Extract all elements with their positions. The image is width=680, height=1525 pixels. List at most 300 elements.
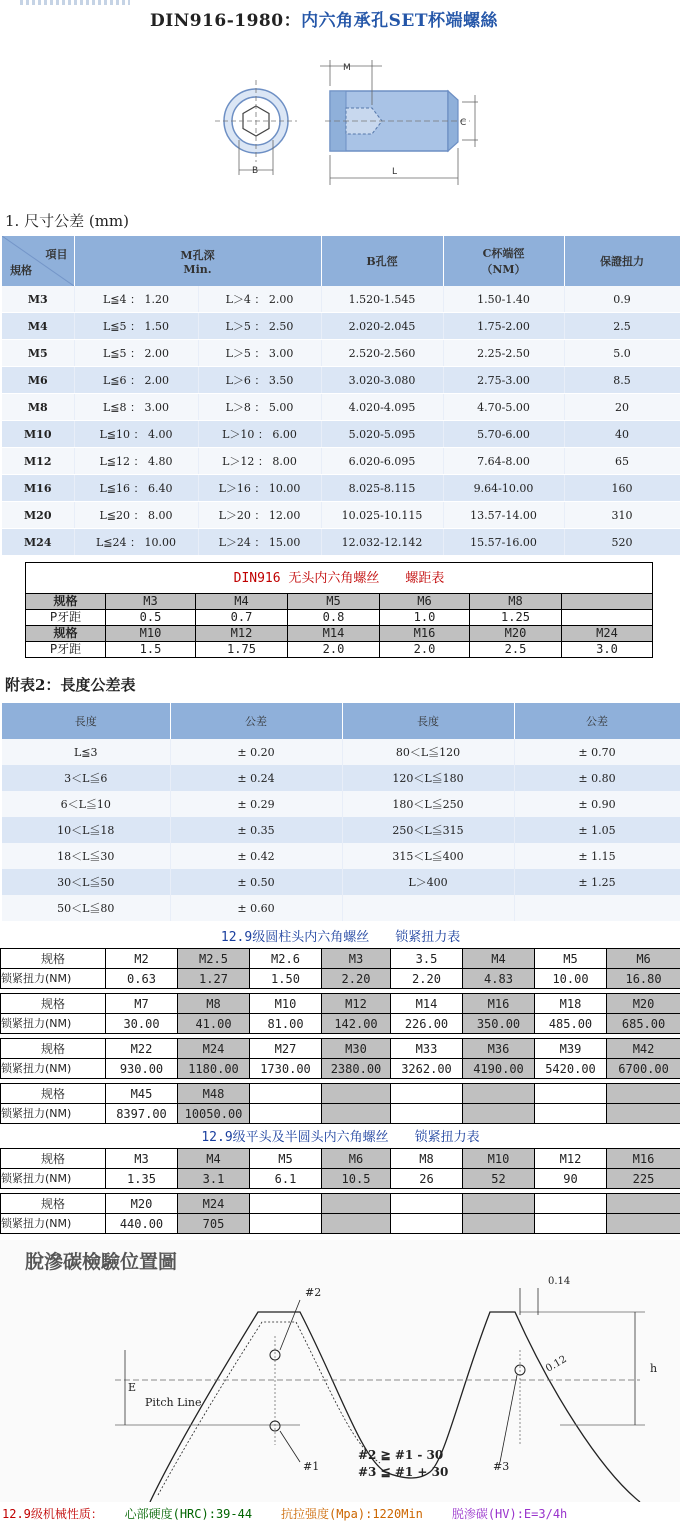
table-row <box>2 286 680 313</box>
pitch-cell <box>562 610 653 626</box>
torque-cell: 685.00 <box>607 1014 680 1034</box>
spec-cell: M14 <box>288 626 380 642</box>
spec-cell: M6 <box>322 1149 391 1169</box>
torque-cell: 30.00 <box>106 1014 178 1034</box>
spec-cell: M12 <box>322 994 391 1014</box>
cell-tol <box>514 895 680 921</box>
table-row <box>2 817 680 843</box>
cell-tol: ± 1.25 <box>514 869 680 895</box>
spec-cell <box>250 1194 322 1214</box>
table-row <box>2 895 680 921</box>
spec-cell: M4 <box>196 594 288 610</box>
spec-cell: 3.5 <box>391 949 463 969</box>
torque-cell: 5420.00 <box>535 1059 607 1079</box>
torque-spec-row <box>1 1039 680 1059</box>
torque-cell <box>463 1214 535 1234</box>
label-torque: 锁紧扭力(NM) <box>1 1169 106 1189</box>
torque-cell: 1.35 <box>106 1169 178 1189</box>
cell-c: 15.57-16.00 <box>443 529 564 556</box>
spec-cell <box>391 1084 463 1104</box>
torque-cell: 90 <box>535 1169 607 1189</box>
cell-t: 0.9 <box>564 286 680 313</box>
cell-m2: L＞5 ： 3.00 <box>198 340 321 367</box>
cell-b: 1.520-1.545 <box>321 286 443 313</box>
cell-m1: L≦16 ： 6.40 <box>74 475 198 502</box>
cell-m2: L＞8 ： 5.00 <box>198 394 321 421</box>
spec-cell: M8 <box>178 994 250 1014</box>
pitch-cell: 3.0 <box>562 642 653 658</box>
torque-value-row <box>1 1169 680 1189</box>
pitch-cell: 1.0 <box>380 610 470 626</box>
cell-length: L≦3 <box>2 739 170 765</box>
cell-m2: L＞24 ： 15.00 <box>198 529 321 556</box>
torque-cell: 2380.00 <box>322 1059 391 1079</box>
torque-table-socket-head <box>0 928 680 1124</box>
cell-spec: M3 <box>2 286 74 313</box>
spec-cell: M20 <box>470 626 562 642</box>
end-view <box>215 80 297 176</box>
cell-t: 65 <box>564 448 680 475</box>
torque-value-row <box>1 1059 680 1079</box>
cell-m1: L≦5 ： 1.50 <box>74 313 198 340</box>
spec-cell <box>607 1084 680 1104</box>
cell-tol: ± 0.35 <box>170 817 342 843</box>
spec-cell: M2 <box>106 949 178 969</box>
cell-tol: ± 1.05 <box>514 817 680 843</box>
spec-cell: M24 <box>178 1194 250 1214</box>
pitch-cell: 1.75 <box>196 642 288 658</box>
torque-cell <box>607 1104 680 1124</box>
spec-cell: M4 <box>178 1149 250 1169</box>
cell-t: 520 <box>564 529 680 556</box>
label-p3: #3 <box>493 1460 510 1473</box>
table-row <box>2 367 680 394</box>
spec-cell: M4 <box>463 949 535 969</box>
side-view <box>320 60 478 185</box>
col-c-sub: （NM） <box>481 263 526 276</box>
col-b: B孔徑 <box>321 236 443 286</box>
torque-spec-row <box>1 949 680 969</box>
spec-cell: M2.5 <box>178 949 250 969</box>
col-length: 長度 <box>342 703 514 739</box>
label-pitch: P牙距 <box>26 610 106 626</box>
spec-cell: M48 <box>178 1084 250 1104</box>
spec-cell: M6 <box>380 594 470 610</box>
decarb-diagram <box>0 1240 680 1502</box>
label-spec: 规格 <box>1 1194 106 1214</box>
torque-cell <box>535 1214 607 1234</box>
cell-t: 310 <box>564 502 680 529</box>
torque-value-row <box>1 969 680 989</box>
label-spec: 规格 <box>1 1039 106 1059</box>
cell-b: 2.020-2.045 <box>321 313 443 340</box>
pitch-spec-row <box>26 594 653 610</box>
col-c-label: C杯端徑 <box>482 247 525 260</box>
diagram-title: 脫滲碳檢驗位置圖 <box>25 1251 178 1273</box>
label-spec: 规格 <box>26 626 106 642</box>
label-spec: 规格 <box>1 1149 106 1169</box>
label-spec: 规格 <box>1 949 106 969</box>
cell-m2: L＞5 ： 2.50 <box>198 313 321 340</box>
spec-cell: M16 <box>607 1149 680 1169</box>
table-row <box>2 340 680 367</box>
cell-spec: M6 <box>2 367 74 394</box>
spec-cell: M8 <box>470 594 562 610</box>
torque-cell: 1180.00 <box>178 1059 250 1079</box>
col-length: 長度 <box>2 703 170 739</box>
cell-spec: M24 <box>2 529 74 556</box>
pitch-spec-row <box>26 626 653 642</box>
pitch-cell: 0.8 <box>288 610 380 626</box>
label-h: h <box>650 1362 658 1375</box>
torque-cell: 2.20 <box>322 969 391 989</box>
table-row <box>2 791 680 817</box>
spec-cell: M5 <box>288 594 380 610</box>
spec-cell: M12 <box>535 1149 607 1169</box>
torque-cell: 16.80 <box>607 969 680 989</box>
spec-cell: M2.6 <box>250 949 322 969</box>
page-title <box>150 6 498 31</box>
spec-cell: M3 <box>106 594 196 610</box>
cell-b: 12.032-12.142 <box>321 529 443 556</box>
cell-length: 80＜L≦120 <box>342 739 514 765</box>
col-m-label: M孔深 <box>180 248 215 262</box>
col-tolerance: 公差 <box>170 703 342 739</box>
col-torque: 保證扭力 <box>564 236 680 286</box>
spec-cell <box>535 1194 607 1214</box>
torque-cell: 26 <box>391 1169 463 1189</box>
torque-spec-row <box>1 1194 680 1214</box>
cell-length: 120＜L≦180 <box>342 765 514 791</box>
footer-mechanical-properties <box>2 1505 567 1522</box>
torque-cell: 81.00 <box>250 1014 322 1034</box>
label-torque: 锁紧扭力(NM) <box>1 1014 106 1034</box>
table-row <box>2 502 680 529</box>
table-row <box>2 529 680 556</box>
torque-cell: 41.00 <box>178 1014 250 1034</box>
cell-tol: ± 0.24 <box>170 765 342 791</box>
torque-cell: 1.27 <box>178 969 250 989</box>
table-row <box>2 869 680 895</box>
cell-spec: M4 <box>2 313 74 340</box>
torque-cell: 0.63 <box>106 969 178 989</box>
top-stripe <box>20 0 130 5</box>
footer-grade: 12.9级机械性质： <box>2 1507 103 1521</box>
title-name: 内六角承孔SET杯端螺絲 <box>301 11 498 31</box>
screw-drawing <box>0 50 680 200</box>
torque-cell <box>250 1214 322 1234</box>
cell-t: 160 <box>564 475 680 502</box>
torque-cell <box>535 1104 607 1124</box>
spec-cell <box>463 1084 535 1104</box>
torque-caption: 12.9级圆柱头内六角螺丝 锁紧扭力表 <box>220 930 461 945</box>
cell-b: 8.025-8.115 <box>321 475 443 502</box>
footer-tensile: 抗拉强度(Mpa):1220Min <box>280 1507 423 1521</box>
footer-decarb: 脱渗碳(HV):E=3/4h <box>451 1507 568 1521</box>
torque-cell <box>322 1214 391 1234</box>
spec-cell: M8 <box>391 1149 463 1169</box>
torque-cell: 6.1 <box>250 1169 322 1189</box>
spec-cell: M20 <box>607 994 680 1014</box>
cell-length: 3＜L≦6 <box>2 765 170 791</box>
cell-c: 9.64-10.00 <box>443 475 564 502</box>
cell-m2: L＞16 ： 10.00 <box>198 475 321 502</box>
cell-b: 2.520-2.560 <box>321 340 443 367</box>
spec-cell: M5 <box>250 1149 322 1169</box>
cell-m1: L≦10 ： 4.00 <box>74 421 198 448</box>
spec-cell: M45 <box>106 1084 178 1104</box>
torque-cell: 52 <box>463 1169 535 1189</box>
torque-table-flat-head <box>0 1128 680 1234</box>
pitch-cell: 1.5 <box>106 642 196 658</box>
spec-cell: M42 <box>607 1039 680 1059</box>
pitch-value-row <box>26 610 653 626</box>
col-spec: 規格 <box>10 264 32 277</box>
cell-m1: L≦8 ： 3.00 <box>74 394 198 421</box>
cell-c: 1.75-2.00 <box>443 313 564 340</box>
label-c: C <box>460 118 467 128</box>
cell-length <box>342 895 514 921</box>
spec-cell: M6 <box>607 949 680 969</box>
spec-cell: M16 <box>463 994 535 1014</box>
label-p2: #2 <box>305 1286 322 1299</box>
cell-c: 4.70-5.00 <box>443 394 564 421</box>
cell-m1: L≦6 ： 2.00 <box>74 367 198 394</box>
spec-cell: M30 <box>322 1039 391 1059</box>
length-tolerance-table <box>2 703 680 921</box>
spec-cell: M27 <box>250 1039 322 1059</box>
cell-t: 8.5 <box>564 367 680 394</box>
spec-cell: M16 <box>380 626 470 642</box>
torque-cell: 10050.00 <box>178 1104 250 1124</box>
torque-cell: 4.83 <box>463 969 535 989</box>
cell-spec: M12 <box>2 448 74 475</box>
cell-m2: L＞20 ： 12.00 <box>198 502 321 529</box>
torque-cell: 440.00 <box>106 1214 178 1234</box>
rule-2: #3 ≦ #1 + 30 <box>358 1465 449 1479</box>
torque-spec-row <box>1 994 680 1014</box>
label-spec: 规格 <box>26 594 106 610</box>
table-row <box>2 765 680 791</box>
cell-length: 250＜L≦315 <box>342 817 514 843</box>
torque-cell <box>391 1104 463 1124</box>
label-m: M <box>343 63 351 73</box>
torque-cell: 225 <box>607 1169 680 1189</box>
cell-m1: L≦24 ： 10.00 <box>74 529 198 556</box>
pitch-value-row <box>26 642 653 658</box>
cell-tol: ± 0.80 <box>514 765 680 791</box>
spec-cell: M12 <box>196 626 288 642</box>
torque-cell: 1730.00 <box>250 1059 322 1079</box>
cell-length: 315＜L≦400 <box>342 843 514 869</box>
cell-t: 5.0 <box>564 340 680 367</box>
cell-t: 40 <box>564 421 680 448</box>
cell-c: 2.25-2.50 <box>443 340 564 367</box>
cell-spec: M20 <box>2 502 74 529</box>
spec-cell <box>322 1084 391 1104</box>
spec-cell <box>322 1194 391 1214</box>
label-b: B <box>252 166 259 176</box>
torque-cell: 8397.00 <box>106 1104 178 1124</box>
cell-spec: M10 <box>2 421 74 448</box>
cell-spec: M16 <box>2 475 74 502</box>
cell-tol: ± 0.42 <box>170 843 342 869</box>
table-row <box>2 448 680 475</box>
spec-cell: M5 <box>535 949 607 969</box>
spec-cell: M10 <box>106 626 196 642</box>
label-torque: 锁紧扭力(NM) <box>1 1059 106 1079</box>
torque-cell <box>391 1214 463 1234</box>
torque-caption: 12.9级平头及半圆头内六角螺丝 锁紧扭力表 <box>201 1130 480 1145</box>
label-torque: 锁紧扭力(NM) <box>1 969 106 989</box>
cell-b: 6.020-6.095 <box>321 448 443 475</box>
torque-cell: 10.00 <box>535 969 607 989</box>
cell-tol: ± 0.60 <box>170 895 342 921</box>
spec-cell: M14 <box>391 994 463 1014</box>
pitch-table <box>25 562 653 658</box>
spec-cell: M20 <box>106 1194 178 1214</box>
spec-cell: M24 <box>178 1039 250 1059</box>
spec-cell: M3 <box>106 1149 178 1169</box>
torque-value-row <box>1 1014 680 1034</box>
spec-cell <box>535 1084 607 1104</box>
col-tolerance: 公差 <box>514 703 680 739</box>
pitch-caption: DIN916 无头内六角螺丝 螺距表 <box>26 563 653 594</box>
col-item: 項目 <box>45 248 68 261</box>
torque-spec-row <box>1 1149 680 1169</box>
cell-t: 2.5 <box>564 313 680 340</box>
cell-tol: ± 0.50 <box>170 869 342 895</box>
torque-cell <box>607 1214 680 1234</box>
spec-cell: M33 <box>391 1039 463 1059</box>
cell-b: 3.020-3.080 <box>321 367 443 394</box>
cell-spec: M8 <box>2 394 74 421</box>
rule-1: #2 ≧ #1 - 30 <box>358 1448 444 1462</box>
label-014: 0.14 <box>548 1276 571 1287</box>
label-e: E <box>128 1381 137 1394</box>
cell-length: 50＜L≦80 <box>2 895 170 921</box>
appendix2-title: 附表2：長度公差表 <box>5 676 136 694</box>
cell-b: 4.020-4.095 <box>321 394 443 421</box>
torque-cell: 930.00 <box>106 1059 178 1079</box>
label-pitch-line: Pitch Line <box>145 1396 202 1409</box>
label-p1: #1 <box>303 1460 320 1473</box>
cell-length: 30＜L≦50 <box>2 869 170 895</box>
title-code: DIN916-1980： <box>150 11 302 31</box>
spec-cell: M24 <box>562 626 653 642</box>
torque-cell: 3.1 <box>178 1169 250 1189</box>
spec-cell: M22 <box>106 1039 178 1059</box>
cell-tol: ± 1.15 <box>514 843 680 869</box>
label-012: 0.12 <box>544 1353 569 1375</box>
pitch-cell: 2.5 <box>470 642 562 658</box>
spec-cell: M18 <box>535 994 607 1014</box>
cell-m1: L≦12 ： 4.80 <box>74 448 198 475</box>
label-l: L <box>392 167 398 177</box>
table-row <box>2 739 680 765</box>
spec-cell <box>250 1084 322 1104</box>
spec-cell <box>562 594 653 610</box>
torque-cell: 6700.00 <box>607 1059 680 1079</box>
cell-c: 5.70-6.00 <box>443 421 564 448</box>
cell-m2: L＞4 ： 2.00 <box>198 286 321 313</box>
torque-spec-row <box>1 1084 680 1104</box>
cell-m1: L≦4 ： 1.20 <box>74 286 198 313</box>
cell-c: 7.64-8.00 <box>443 448 564 475</box>
spec-cell: M7 <box>106 994 178 1014</box>
table-row <box>2 313 680 340</box>
torque-value-row <box>1 1104 680 1124</box>
cell-length: 18＜L≦30 <box>2 843 170 869</box>
col-m-sub: Min. <box>183 262 212 276</box>
torque-cell: 705 <box>178 1214 250 1234</box>
label-pitch: P牙距 <box>26 642 106 658</box>
torque-cell: 485.00 <box>535 1014 607 1034</box>
spec-cell: M10 <box>463 1149 535 1169</box>
section-title-tolerance: 1. 尺寸公差 (mm) <box>5 212 129 230</box>
spec-cell: M10 <box>250 994 322 1014</box>
table-row <box>2 475 680 502</box>
cell-m1: L≦5 ： 2.00 <box>74 340 198 367</box>
label-torque: 锁紧扭力(NM) <box>1 1104 106 1124</box>
table-row <box>2 394 680 421</box>
torque-cell: 142.00 <box>322 1014 391 1034</box>
table-row <box>2 843 680 869</box>
torque-cell: 10.5 <box>322 1169 391 1189</box>
torque-cell <box>322 1104 391 1124</box>
col-m-depth <box>74 236 321 286</box>
torque-cell: 3262.00 <box>391 1059 463 1079</box>
torque-cell: 1.50 <box>250 969 322 989</box>
cell-b: 5.020-5.095 <box>321 421 443 448</box>
spec-cell: M39 <box>535 1039 607 1059</box>
cell-tol: ± 0.29 <box>170 791 342 817</box>
pitch-cell: 2.0 <box>380 642 470 658</box>
cell-c: 1.50-1.40 <box>443 286 564 313</box>
cell-length: 10＜L≦18 <box>2 817 170 843</box>
cell-length: 180＜L≦250 <box>342 791 514 817</box>
torque-cell: 226.00 <box>391 1014 463 1034</box>
pitch-cell: 0.7 <box>196 610 288 626</box>
cell-b: 10.025-10.115 <box>321 502 443 529</box>
spec-cell: M36 <box>463 1039 535 1059</box>
label-torque: 锁紧扭力(NM) <box>1 1214 106 1234</box>
cell-m1: L≦20 ： 8.00 <box>74 502 198 529</box>
footer-hardness: 心部硬度(HRC):39-44 <box>124 1507 253 1521</box>
torque-cell: 4190.00 <box>463 1059 535 1079</box>
torque-cell: 350.00 <box>463 1014 535 1034</box>
cell-m2: L＞12 ： 8.00 <box>198 448 321 475</box>
spec-cell: M3 <box>322 949 391 969</box>
label-spec: 规格 <box>1 1084 106 1104</box>
cell-tol: ± 0.20 <box>170 739 342 765</box>
torque-cell <box>250 1104 322 1124</box>
cell-spec: M5 <box>2 340 74 367</box>
cell-tol: ± 0.70 <box>514 739 680 765</box>
cell-m2: L＞10 ： 6.00 <box>198 421 321 448</box>
cell-c: 2.75-3.00 <box>443 367 564 394</box>
col-c <box>443 236 564 286</box>
spec-cell <box>607 1194 680 1214</box>
dimension-table <box>2 236 680 556</box>
pitch-cell: 0.5 <box>106 610 196 626</box>
torque-value-row <box>1 1214 680 1234</box>
label-spec: 规格 <box>1 994 106 1014</box>
spec-cell <box>463 1194 535 1214</box>
header-spec-item <box>2 236 74 286</box>
pitch-cell: 1.25 <box>470 610 562 626</box>
cell-t: 20 <box>564 394 680 421</box>
